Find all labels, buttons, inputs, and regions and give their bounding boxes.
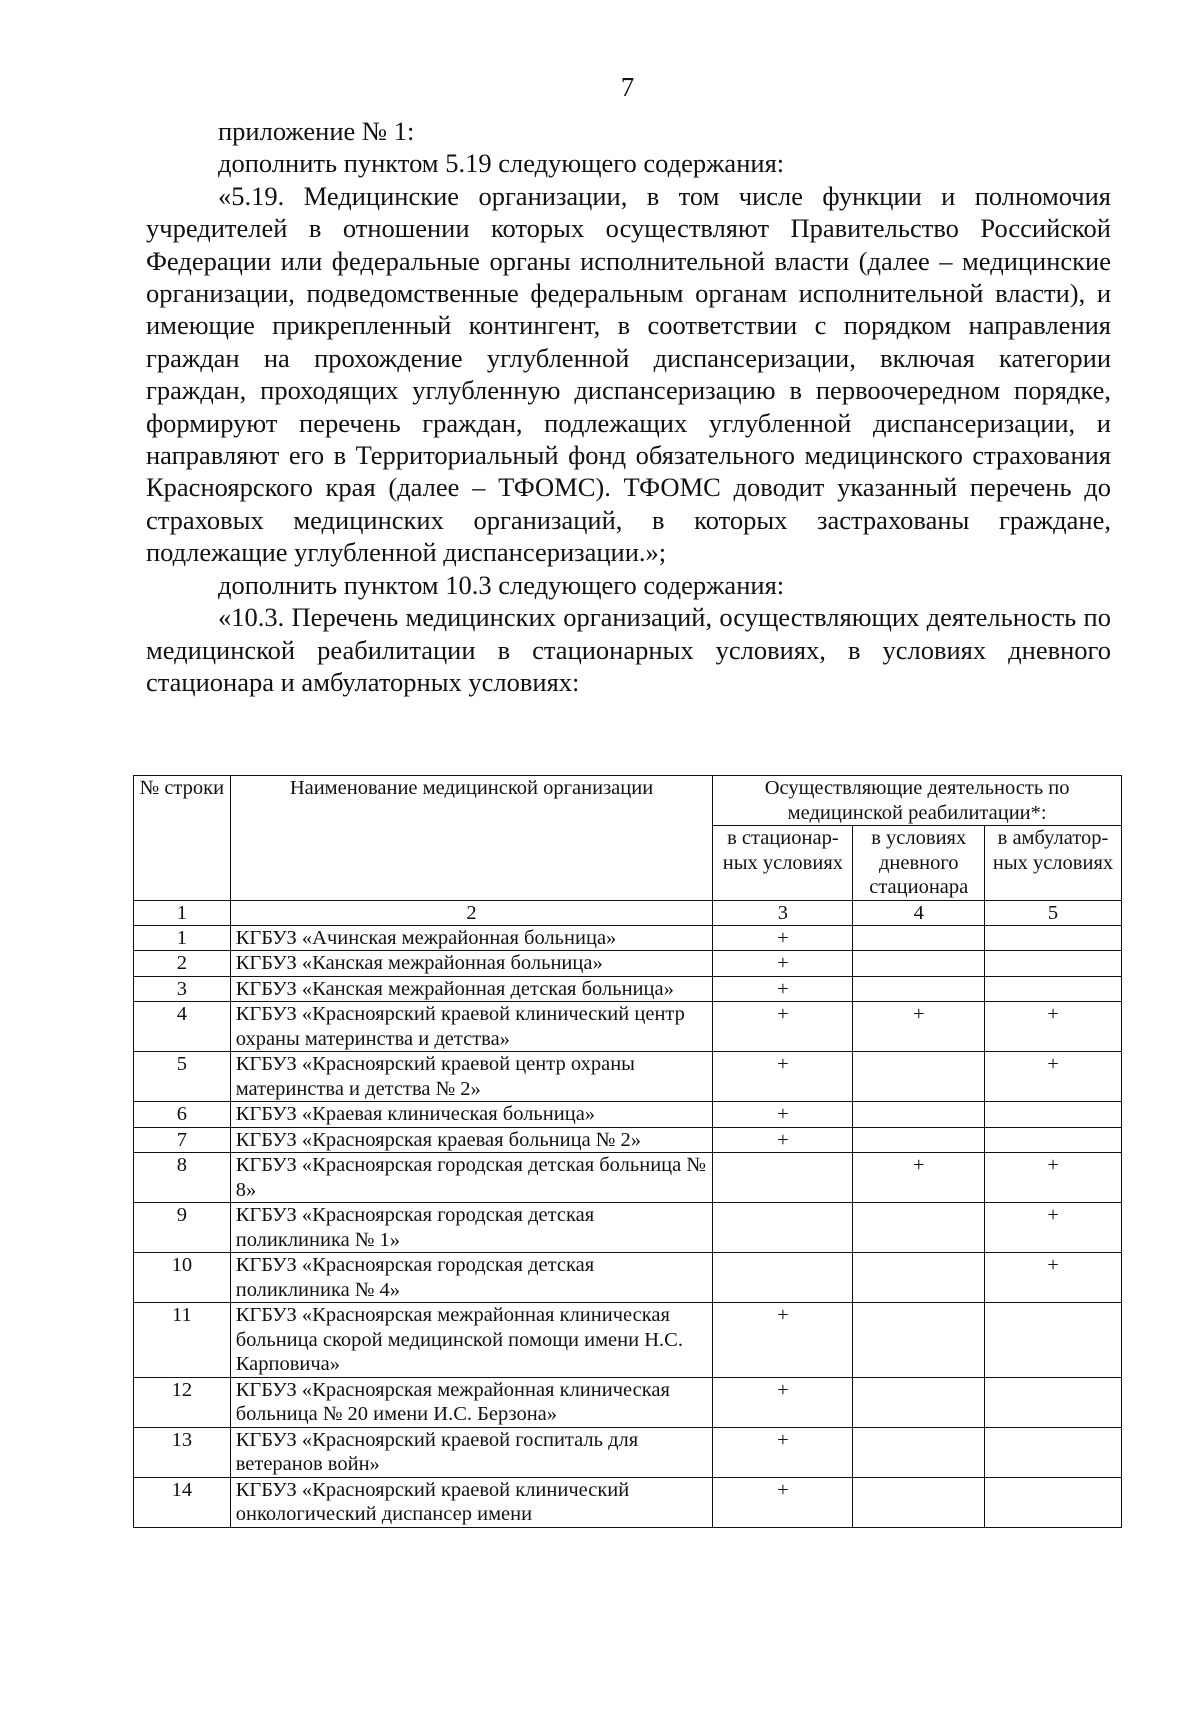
table-row [134,976,1122,1002]
organization-name: КГБУЗ «Ачинская межрайонная больница» [230,925,713,951]
table-row [134,1102,1122,1128]
outpatient-mark [984,1127,1121,1153]
row-number: 7 [134,1127,231,1153]
row-number: 9 [134,1203,231,1253]
organization-name: КГБУЗ «Красноярский краевой клинический центр охраны материнства и детства» [230,1002,713,1052]
inpatient-mark: + [713,1052,853,1102]
row-number: 2 [134,951,231,977]
paragraph-5-19: «5.19. Медицинские организации, в том числе функции и полномочия учредителей в отношении которых осуществляют Правительство Российской Федерации или федеральные органы исполнительной власти (далее – медицинские организации, подведомственные федеральным органам исполнительной власти), и имеющие прикрепленный контингент, в соответствии с порядком направления граждан на прохождение углубленной диспансеризации, включая категории граждан, проходящих углубленную диспансеризацию в первоочередном порядке, формируют перечень граждан, подлежащих углубленной диспансеризации, и направляют его в Территориальный фонд обязательного медицинского страхования Красноярского края (далее – ТФОМС). ТФОМС доводит указанный перечень до страховых медицинских организаций, в которых застрахованы граждане, подлежащие углубленной диспансеризации.»; [146,180,1111,568]
table-row [134,1303,1122,1378]
header-rehab-group: Осуществляющие деятельность по медицинской реабилитации*: [713,776,1122,826]
organization-name: КГБУЗ «Канская межрайонная детская больница» [230,976,713,1002]
outpatient-mark [984,925,1121,951]
inpatient-mark: + [713,951,853,977]
organization-name: КГБУЗ «Красноярская городская детская поликлиника № 4» [230,1253,713,1303]
header-row-number: № строки [134,776,231,901]
inpatient-mark: + [713,1002,853,1052]
column-number: 3 [713,900,853,925]
day-hospital-mark: + [853,1002,985,1052]
day-hospital-mark [853,951,985,977]
organization-name: КГБУЗ «Красноярская межрайонная клиническая больница № 20 имени И.С. Берзона» [230,1377,713,1427]
paragraph-10-3: «10.3. Перечень медицинских организаций, осуществляющих деятельность по медицинской реабилитации в стационарных условиях, в условиях дневного стационара и амбулаторных условиях: [146,602,1111,697]
table-row [134,1127,1122,1153]
table-row [134,1002,1122,1052]
outpatient-mark [984,1477,1121,1527]
paragraph-add-5-19: дополнить пунктом 5.19 следующего содержания: [218,148,785,179]
organization-name: КГБУЗ «Красноярский краевой клинический онкологический диспансер имени [230,1477,713,1527]
day-hospital-mark [853,1377,985,1427]
column-number: 4 [853,900,985,925]
organization-name: КГБУЗ «Канская межрайонная больница» [230,951,713,977]
column-number-row [134,900,1122,925]
row-number: 6 [134,1102,231,1128]
table-row [134,951,1122,977]
day-hospital-mark [853,925,985,951]
table-row [134,925,1122,951]
table-row [134,1427,1122,1477]
table-row [134,1477,1122,1527]
inpatient-mark: + [713,1477,853,1527]
inpatient-mark [713,1253,853,1303]
organization-name: КГБУЗ «Красноярская краевая больница № 2» [230,1127,713,1153]
outpatient-mark [984,1303,1121,1378]
rehabilitation-table [133,775,1122,1528]
header-outpatient: в амбулатор- ных условиях [984,826,1121,901]
page-number: 7 [620,72,635,102]
outpatient-mark [984,1427,1121,1477]
inpatient-mark: + [713,976,853,1002]
inpatient-mark: + [713,1127,853,1153]
day-hospital-mark [853,1102,985,1128]
outpatient-mark: + [984,1203,1121,1253]
day-hospital-mark [853,1427,985,1477]
table-row [134,1377,1122,1427]
paragraph-appendix-ref: приложение № 1: [218,116,415,146]
header-organization-name: Наименование медицинской организации [230,776,713,901]
column-number: 2 [230,900,713,925]
table-row [134,1052,1122,1102]
organization-name: КГБУЗ «Красноярская городская детская поликлиника № 1» [230,1203,713,1253]
inpatient-mark: + [713,1377,853,1427]
outpatient-mark: + [984,1253,1121,1303]
row-number: 10 [134,1253,231,1303]
header-day-hospital: в условиях дневного стационара [853,826,985,901]
day-hospital-mark [853,1127,985,1153]
outpatient-mark [984,951,1121,977]
body-text [146,115,1111,698]
outpatient-mark: + [984,1002,1121,1052]
day-hospital-mark [853,1303,985,1378]
table-row [134,1253,1122,1303]
day-hospital-mark [853,1052,985,1102]
day-hospital-mark [853,1203,985,1253]
day-hospital-mark: + [853,1153,985,1203]
outpatient-mark: + [984,1153,1121,1203]
day-hospital-mark [853,1477,985,1527]
organization-name: КГБУЗ «Краевая клиническая больница» [230,1102,713,1128]
row-number: 1 [134,925,231,951]
row-number: 13 [134,1427,231,1477]
outpatient-mark: + [984,1052,1121,1102]
outpatient-mark [984,1377,1121,1427]
inpatient-mark: + [713,925,853,951]
inpatient-mark: + [713,1303,853,1378]
organization-name: КГБУЗ «Красноярский краевой госпиталь для ветеранов войн» [230,1427,713,1477]
table-row [134,1153,1122,1203]
header-inpatient: в стационар- ных условиях [713,826,853,901]
row-number: 14 [134,1477,231,1527]
inpatient-mark [713,1153,853,1203]
organization-name: КГБУЗ «Красноярский краевой центр охраны материнства и детства № 2» [230,1052,713,1102]
row-number: 8 [134,1153,231,1203]
outpatient-mark [984,976,1121,1002]
row-number: 4 [134,1002,231,1052]
outpatient-mark [984,1102,1121,1128]
row-number: 3 [134,976,231,1002]
row-number: 11 [134,1303,231,1378]
inpatient-mark: + [713,1427,853,1477]
inpatient-mark [713,1203,853,1253]
organization-name: КГБУЗ «Красноярская городская детская больница № 8» [230,1153,713,1203]
organization-name: КГБУЗ «Красноярская межрайонная клиническая больница скорой медицинской помощи имени Н.С. Карповича» [230,1303,713,1378]
day-hospital-mark [853,976,985,1002]
table-row [134,1203,1122,1253]
day-hospital-mark [853,1253,985,1303]
row-number: 12 [134,1377,231,1427]
paragraph-add-10-3: дополнить пунктом 10.3 следующего содержания: [218,569,785,600]
inpatient-mark: + [713,1102,853,1128]
column-number: 1 [134,900,231,925]
row-number: 5 [134,1052,231,1102]
column-number: 5 [984,900,1121,925]
